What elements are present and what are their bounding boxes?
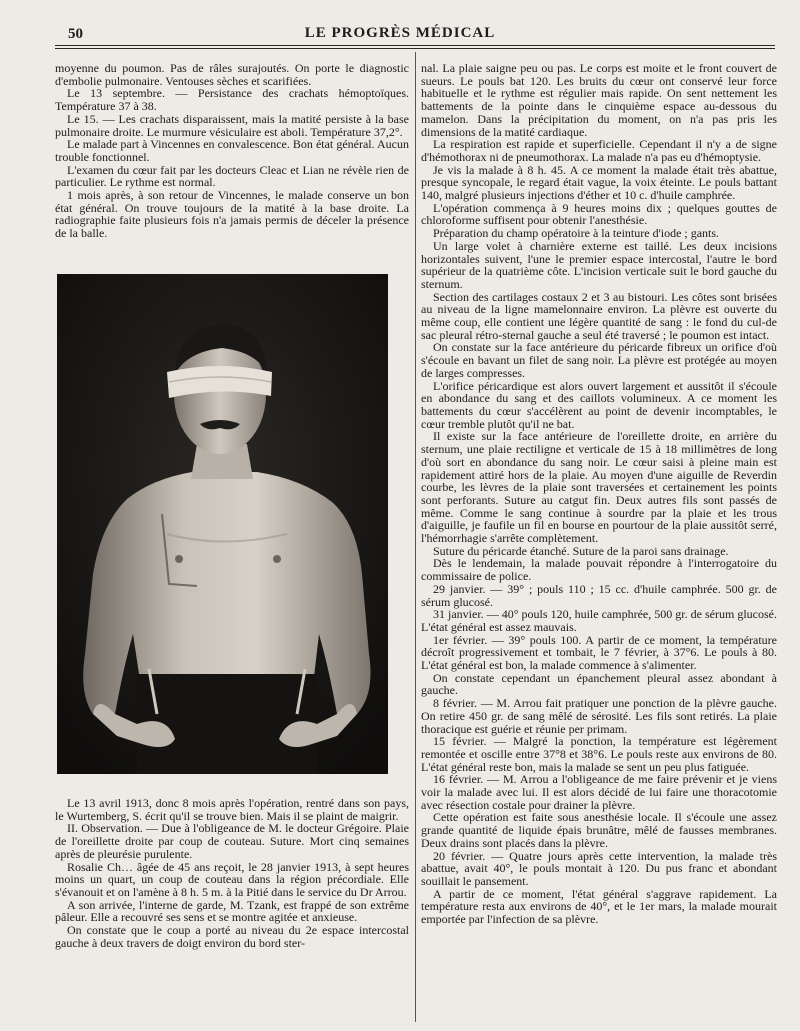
paragraph: 1er février. — 39° pouls 100. A partir de ce moment, la température décroît progressivement et tombait, le 7 février, à 37°6. Le pouls à 80. L'état général est bon, la malade commence à s'alimenter. xyxy=(421,632,777,673)
paragraph: L'examen du cœur fait par les docteurs Cleac et Lian ne révèle rien de particulier. Le rythme est normal. xyxy=(55,162,409,190)
left-column-bottom-text xyxy=(55,797,409,949)
right-column-text xyxy=(421,62,777,926)
paragraph: Le 13 septembre. — Persistance des crachats hémoptoïques. Température 37 à 38. xyxy=(55,86,409,114)
page-header xyxy=(0,0,800,48)
paragraph: Il existe sur la face antérieure de l'oreillette droite, en arrière du sternum, une plaie rectiligne et verticale de 15 à 18 millimètres de long d'où sort en abondance du sang noir. Le cœur saisi à pleine main est rapidement attiré hors de la plaie. Au moyen d'une aiguille de Reverdin courbe, les lèvres de la plaie sont traversées et certainement les points sont perforants. Suture au catgut fin. Deux autres fils sont passés de même. Comme le sang continue à sourdre par la plaie et les trous d'aiguille, je faufile un fil en bourse en pourtour de la plaie aussitôt serré, l'hémorrhagie s'arrête complètement. xyxy=(421,429,777,546)
paragraph: Préparation du champ opératoire à la teinture d'iode ; gants. xyxy=(433,226,720,241)
paragraph: Je vis la malade à 8 h. 45. A ce moment la malade était très abattue, presque syncopale, le regard était vague, la voix éteinte. Le pouls battant 140, malgré plusieurs injections d'éther et 10 c. d'huile camphrée. xyxy=(421,162,777,203)
paragraph: Le 13 avril 1913, donc 8 mois après l'opération, rentré dans son pays, le Wurtemberg, S. écrit qu'il se trouve bien. Mais il se plaint de maigrir. xyxy=(55,796,409,823)
paragraph: On constate sur la face antérieure du péricarde fibreux un orifice d'où s'écoule en bavant un filet de sang noir. La plèvre est protégée au moyen de larges compresses. xyxy=(421,340,777,380)
paragraph: Cette opération est faite sous anesthésie locale. Il s'écoule une assez grande quantité de liquide épais brunâtre, mêlé de fausses membranes. Deux drains sont placés dans la plèvre. xyxy=(421,810,777,850)
paragraph: Le malade part à Vincennes en convalescence. Bon état général. Aucun trouble fonctionnel. xyxy=(55,137,409,164)
paragraph: On constate que le coup a porté au niveau du 2e espace intercostal gauche à deux travers de doigt environ du bord ster- xyxy=(55,923,409,950)
paragraph: On constate cependant un épanchement pleural assez abondant à gauche. xyxy=(421,670,777,698)
paragraph: 29 janvier. — 39° ; pouls 110 ; 15 cc. d'huile camphrée. 500 gr. de sérum glucosé. xyxy=(421,581,777,609)
paragraph: moyenne du poumon. Pas de râles surajoutés. On porte le diagnostic d'embolie pulmonaire. Ventouses sèches et scarifiées. xyxy=(55,61,409,88)
column-divider xyxy=(415,52,416,1022)
paragraph: Le 15. — Les crachats disparaissent, mais la matité persiste à la base pulmonaire droite. Le murmure vésiculaire est aboli. Température 37,2°. xyxy=(55,111,409,139)
paragraph: Section des cartilages costaux 2 et 3 au bistouri. Les côtes sont brisées au niveau de la ligne mamelonnaire environ. La plèvre est ouverte du même coup, elle contient une légère quantité de sang : le fond du cul-de sac pleural rétro-sternal gauche a seul été traversé ; le poumon est intact. xyxy=(421,289,777,342)
page-number: 50 xyxy=(68,26,83,42)
left-column-top-text xyxy=(55,62,409,240)
header-rule xyxy=(55,45,775,46)
paragraph: A son arrivée, l'interne de garde, M. Tzank, est frappé de son extrême pâleur. Elle a recouvré ses sens et se montre agitée et anxieuse. xyxy=(55,897,409,925)
paragraph: 15 février. — Malgré la ponction, la température est légèrement remontée et oscille entre 37°8 et 38°6. Le pouls reste aux environs de 80. L'état général reste bon, mais la malade se sent un peu plus fatiguée. xyxy=(421,734,777,774)
paragraph: A partir de ce moment, l'état général s'aggrave rapidement. La température resta aux environs de 40°, et le 1er mars, la malade mourait emportée par l'infection de sa plèvre. xyxy=(421,886,777,927)
paragraph: 8 février. — M. Arrou fait pratiquer une ponction de la plèvre gauche. On retire 450 gr. de sang mêlé de sérosité. Les fils sont retirés. La plaie thoracique est guérie et réunie per primam. xyxy=(421,696,777,736)
paragraph: Un large volet à charnière externe est taillé. Les deux incisions horizontales suivent, l'une le premier espace intercostal, l'autre le bord supérieur de la quatrième côte. L'incision verticale suit le bord gauche du sternum. xyxy=(421,238,777,291)
paragraph: 16 février. — M. Arrou a l'obligeance de me faire prévenir et je viens voir la malade avec lui. Il est alors décidé de lui faire une thoracotomie avec résection costale pour drainer la plèvre. xyxy=(421,772,777,812)
paragraph: La respiration est rapide et superficielle. Cependant il n'y a de signe d'hémothorax ni de pneumothorax. La malade n'a pas eu d'hémoptysie. xyxy=(421,137,777,164)
header-rule-thin xyxy=(55,48,775,49)
paragraph: 1 mois après, à son retour de Vincennes, le malade conserve un bon état général. On trouve toujours de la matité à la base droite. La radiographie faite plusieurs fois n'a jamais permis de déceler la présence de la balle. xyxy=(55,188,409,241)
paragraph: Suture du péricarde étanché. Suture de la paroi sans drainage. xyxy=(433,543,729,558)
paragraph: II. Observation. — Due à l'obligeance de M. le docteur Grégoire. Plaie de l'oreillette droite par coup de couteau. Suture. Mort cinq semaines après de pleurésie purulente. xyxy=(55,821,409,861)
paragraph: Dès le lendemain, la malade pouvait répondre à l'interrogatoire du commissaire de police. xyxy=(421,556,777,584)
paragraph: nal. La plaie saigne peu ou pas. Le corps est moite et le front couvert de sueurs. Le pouls bat 120. Les bruits du cœur ont conservé leur force habituelle et le rythme est régulier mais rapide. On sent nettement les battements de la pointe dans le cinquième espace au-dessous du mamelon. Dans la précipitation du moment, on n'a pas pris les dimensions de la matité cardiaque. xyxy=(421,61,777,139)
paragraph: L'orifice péricardique est alors ouvert largement et aussitôt il s'écoule en abondance du sang et des caillots volumineux. A ce moment les battements du cœur s'accélèrent au point de devenir incomptables, le cœur tremble plutôt qu'il ne bat. xyxy=(421,378,777,431)
paragraph: 31 janvier. — 40° pouls 120, huile camphrée, 500 gr. de sérum glucosé. L'état général est assez mauvais. xyxy=(421,607,777,634)
journal-title: LE PROGRÈS MÉDICAL xyxy=(304,25,496,41)
paragraph: 20 février. — Quatre jours après cette intervention, la malade très abattue, avait 40°, le pouls montait à 120. Du pus franc et abondant souillait le pansement. xyxy=(421,848,777,888)
paragraph: Rosalie Ch… âgée de 45 ans reçoit, le 28 janvier 1913, à sept heures moins un quart, un coup de couteau dans la région précordiale. Elle s'évanouit et on l'amène à 8 h. 5 m. à la Pitié dans le service du Dr Arrou. xyxy=(55,859,409,899)
paragraph: L'opération commença à 9 heures moins dix ; quelques gouttes de chloroforme suffisent pour obtenir l'anesthésie. xyxy=(421,200,777,228)
patient-photograph xyxy=(57,274,388,774)
